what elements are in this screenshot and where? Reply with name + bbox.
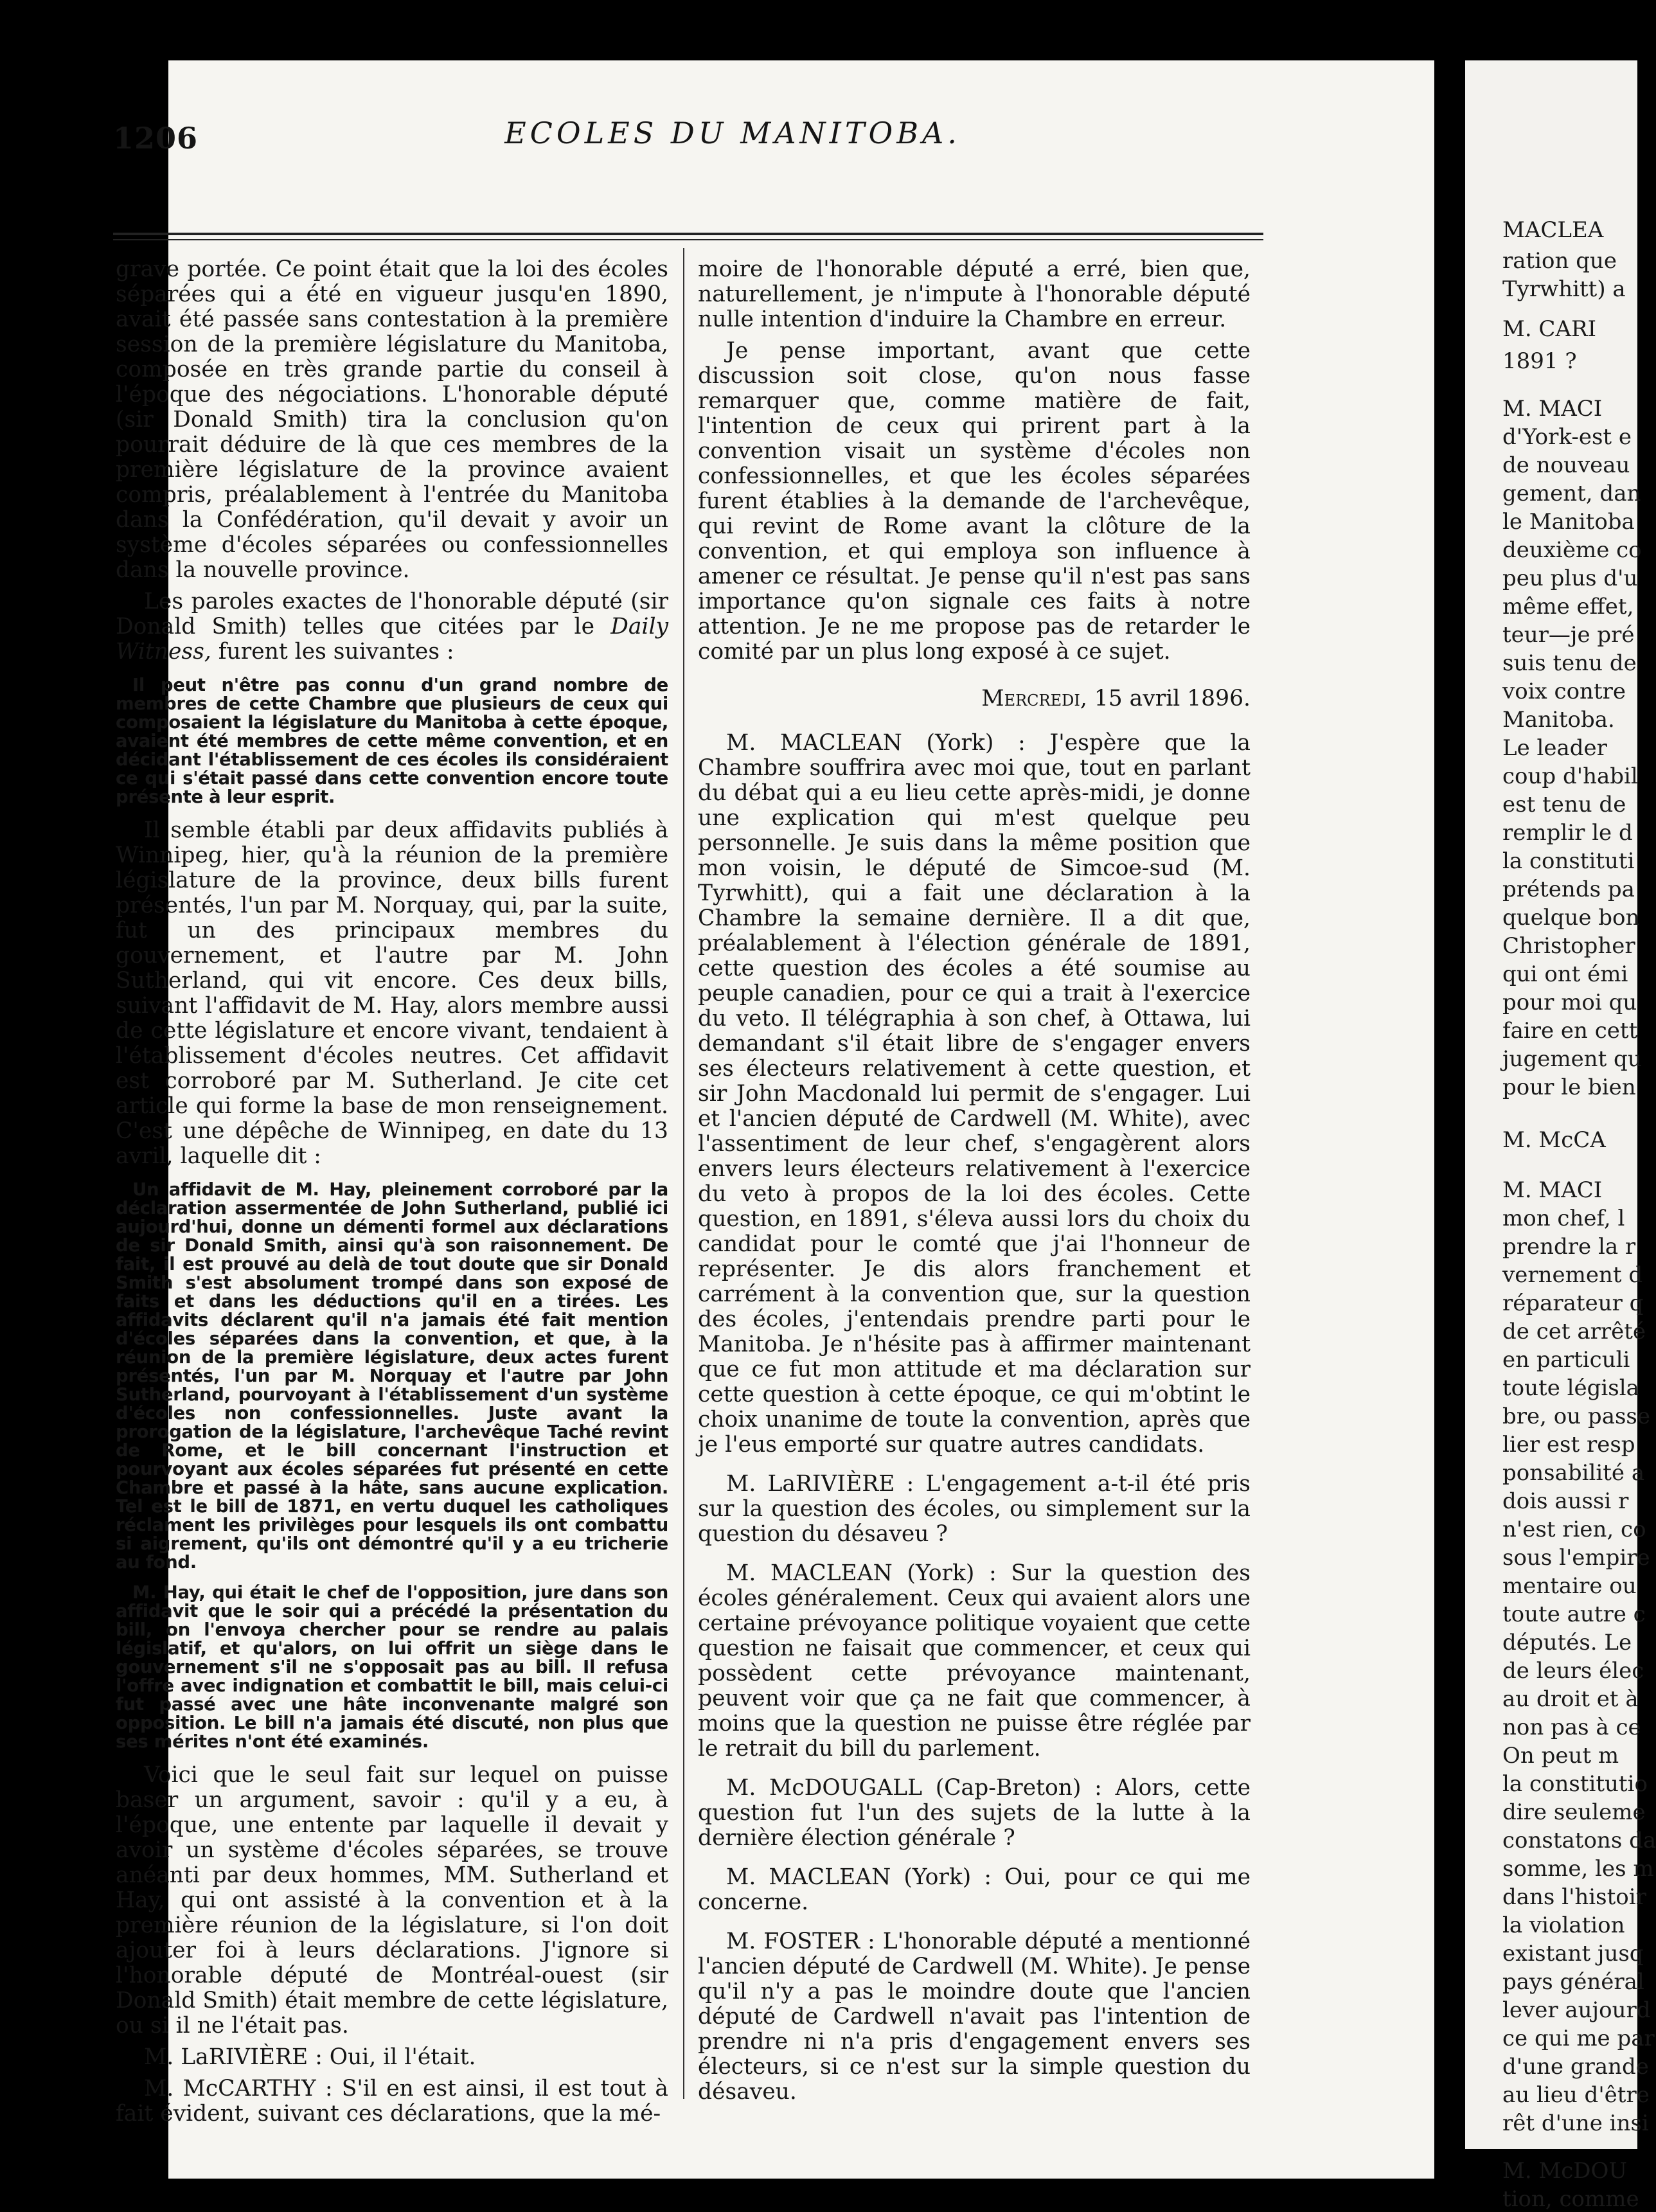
speaker-paragraph: M. FOSTER : L'honorable député a mentionné l'ancien député de Cardwell (M. White). Je pense qu'il n'y a pas le moindre doute que l'ancien député de Cardwell n'avait pas l'intention de prendre ni n'a pris d'engagement envers ses électeurs, si ce n'est sur la simple question du désaveu. — [698, 1929, 1251, 2105]
next-page-fragment: ration que — [1502, 248, 1617, 274]
next-page-fragment: faire en cett — [1502, 1018, 1638, 1044]
next-page-fragment: teur—je pré — [1502, 622, 1635, 648]
next-page-fragment: mon chef, l — [1502, 1206, 1625, 1231]
next-page-fragment: gement, dan — [1502, 481, 1641, 506]
running-title: ECOLES DU MANITOBA. — [504, 116, 961, 150]
speaker-name: M. MACLEAN (York) — [726, 1864, 972, 1890]
next-page-fragment: pour le bien — [1502, 1075, 1636, 1100]
next-page-fragment: jugement qu — [1502, 1046, 1642, 1072]
next-page-fragment: de nouveau — [1502, 452, 1630, 478]
speaker-paragraph: M. MACLEAN (York) : Sur la question des écoles généralement. Ceux qui avaient alors une certaine prévoyance politique voyaient que cette question ne faisait que commencer, et ceux qui possèdent cette prévoyance maintenant, peuvent voir que ça ne fait que commencer, à moins que la question ne puisse être réglée par le retrait du bill du parlement. — [698, 1560, 1251, 1762]
speaker-paragraph: M. MACLEAN (York) : Oui, pour ce qui me concerne. — [698, 1864, 1251, 1915]
speaker-paragraph: M. McCARTHY : S'il en est ainsi, il est tout à fait évident, suivant ces déclarations, que la mé- — [116, 2076, 668, 2127]
speaker-name: M. McCARTHY — [144, 2076, 316, 2101]
next-page-fragment: d'York-est e — [1502, 424, 1632, 450]
next-page-fragment: quelque bon — [1502, 905, 1640, 931]
header-rule-thin — [113, 239, 1263, 240]
next-page-fragment: 1891 ? — [1502, 348, 1577, 374]
next-page-fragment: Le leader — [1502, 735, 1607, 761]
paragraph: moire de l'honorable député a erré, bien que, naturellement, je n'impute à l'honorable député nulle intention d'induire la Chambre en erreur. — [698, 256, 1251, 332]
header-rule-thick — [113, 233, 1263, 235]
next-page-fragment: somme, les m — [1502, 1856, 1654, 1882]
next-page-fragment: rêt d'une insi — [1502, 2110, 1649, 2136]
next-page-fragment: au lieu d'être — [1502, 2082, 1650, 2108]
speaker-name: M. LaRIVIÈRE — [726, 1471, 895, 1497]
speaker-name: M. McDOUGALL (Cap-Breton) — [726, 1775, 1082, 1801]
next-page-fragment: lier est resp — [1502, 1432, 1635, 1458]
next-page-fragment: dans l'histoir — [1502, 1884, 1646, 1910]
speaker-name: M. MACLEAN (York) — [726, 1560, 975, 1586]
next-page-fragment: dire seuleme — [1502, 1799, 1646, 1825]
speaker-name: M. LaRIVIÈRE — [144, 2044, 308, 2070]
paragraph: Il semble établi par deux affidavits publiés à Winnipeg, hier, qu'à la réunion de la première législature de la province, deux bills furent présentés, l'un par M. Norquay, qui, par la suite, fut un des principaux membres du gouvernement, et l'autre par M. John Sutherland, qui vit encore. Ces deux bills, suivant l'affidavit de M. Hay, alors membre aussi de cette législature et encore vivant, tendaient à l'établissement d'écoles neutres. Cet affidavit est corroboré par M. Sutherland. Je cite cet article qui forme la base de mon renseignement. C'est une dépêche de Winnipeg, en date du 13 avril, laquelle dit : — [116, 817, 668, 1169]
next-page-fragment: députés. Le — [1502, 1630, 1632, 1655]
next-page-fragment: la violation — [1502, 1913, 1625, 1938]
next-page-fragment: coup d'habil — [1502, 763, 1638, 789]
next-page-fragment: prendre la r — [1502, 1234, 1636, 1260]
speaker-paragraph: M. LaRIVIÈRE : L'engagement a-t-il été pris sur la question des écoles, ou simplement sur la question du désaveu ? — [698, 1471, 1251, 1547]
next-page-fragment: de leurs élec — [1502, 1658, 1644, 1684]
next-page-fragment: prétends pa — [1502, 877, 1635, 902]
next-page-fragment: M. MACI — [1502, 396, 1603, 422]
paragraph: Je pense important, avant que cette discussion soit close, qu'on nous fasse remarquer que, comme matière de fait, l'intention de ceux qui prirent part à la convention visait un système d'écoles non confessionnelles, et que les écoles séparées furent établies à la demande de l'archevêque, qui revint de Rome avant la clôture de la convention, et qui employa son influence à amener ce résultat. Je pense qu'il n'est pas sans importance qu'on signale ces faits à notre attention. Je ne me propose pas de retarder le comité par un plus long exposé à ce sujet. — [698, 338, 1251, 664]
next-page-fragment: Manitoba. — [1502, 707, 1615, 733]
paragraph: Voici que le seul fait sur lequel on puisse baser un argument, savoir : qu'il y a eu, à l'époque, une entente par laquelle il devait y avoir un système d'écoles séparées, se trouve anéanti par deux hommes, MM. Sutherland et Hay, qui ont assisté à la convention et à la première réunion de la législature, si l'on doit ajouter foi à leurs déclarations. J'ignore si l'honorable député de Montréal-ouest (sir Donald Smith) était membre de cette législature, ou si il ne l'était pas. — [116, 1762, 668, 2038]
column-divider — [683, 248, 684, 2099]
paragraph: Les paroles exactes de l'honorable député (sir Donald Smith) telles que citées par le Daily Witness, furent les suivantes : — [116, 589, 668, 664]
next-page-fragment: peu plus d'u — [1502, 566, 1638, 591]
next-page-fragment: On peut m — [1502, 1743, 1619, 1769]
next-page-fragment: au droit et à — [1502, 1686, 1639, 1712]
next-page-fragment: ponsabilité a — [1502, 1460, 1645, 1486]
speaker-paragraph: M. MACLEAN (York) : J'espère que la Chambre souffrira avec moi que, tout en parlant du débat qui a eu lieu cette après-midi, je donne une explication qui m'est quelque peu personnelle. Je suis dans la même position que mon voisin, le député de Simcoe-sud (M. Tyrwhitt), qui a fait une déclaration à la Chambre la semaine dernière. Il a dit que, préalablement à l'élection générale de 1891, cette question des écoles a été soumise au peuple canadien, pour ce qui a trait à l'exercice du veto. Il télégraphia à son chef, à Ottawa, lui demandant s'il était libre de s'engager envers ses électeurs relativement à cette question, et sir John Macdonald lui permit de s'engager. Lui et l'ancien député de Cardwell (M. White), avec l'assentiment de leur chef, s'engagèrent alors envers leurs électeurs relativement à l'exercice du veto à propos de la loi des écoles. Cette question, en 1891, s'éleva aussi lors du choix du candidat pour le comté que j'ai l'honneur de représenter. Je dis alors franchement et carrément à la convention que, sur la question des écoles, j'entendais prendre parti pour le Manitoba. Je n'hésite pas à affirmer maintenant que ce fut mon attitude et ma déclaration sur cette question à cette époque, ce qui m'obtint le choix unanime de toute la convention, après que je l'eus emporté sur quatre autres candidats. — [698, 730, 1251, 1458]
next-page-fragment: toute législa — [1502, 1375, 1639, 1401]
next-page-fragment: qui ont émi — [1502, 961, 1628, 987]
next-page-fragment: M. MACI — [1502, 1177, 1603, 1203]
next-page-fragment: mentaire ou — [1502, 1573, 1637, 1599]
next-page-fragment: en particuli — [1502, 1347, 1630, 1373]
next-page-fragment: dois aussi r — [1502, 1488, 1629, 1514]
next-page-fragment: voix contre — [1502, 679, 1626, 704]
next-page-fragment: MACLEA — [1502, 217, 1604, 243]
next-page-fragment: la constituti — [1502, 848, 1635, 874]
next-page-fragment: non pas à ce — [1502, 1715, 1641, 1740]
next-page-fragment: existant jusq — [1502, 1941, 1644, 1967]
speaker-name: M. MACLEAN (York) — [726, 730, 994, 756]
next-page-fragment: Christopher — [1502, 933, 1635, 959]
dateline: Mercredi, 15 avril 1896. — [981, 686, 1251, 711]
next-page-fragment: Tyrwhitt) a — [1502, 276, 1626, 302]
speaker-paragraph: M. McDOUGALL (Cap-Breton) : Alors, cette question fut l'un des sujets de la lutte à la dernière élection générale ? — [698, 1775, 1251, 1851]
paragraph: grave portée. Ce point était que la loi des écoles séparées qui a été en vigueur jusqu'en 1890, avait été passée sans contestation à la première session de la première législature du Manitoba, composée en très grande partie du conseil à l'époque des négociations. L'honorable député (sir Donald Smith) tira la conclusion qu'on pourrait déduire de là que ces membres de la première législature de la province avaient compris, préalablement à l'entrée du Manitoba dans la Confédération, qu'il devait y avoir un système d'écoles séparées ou confessionnelles dans la nouvelle province. — [116, 256, 668, 583]
next-page-fragment: bre, ou passe — [1502, 1404, 1650, 1429]
left-column — [116, 256, 668, 2127]
page-number: 1206 — [113, 121, 199, 156]
next-page-fragment: est tenu de — [1502, 792, 1626, 817]
next-page-fragment: pays général — [1502, 1969, 1644, 1995]
next-page-fragment: réparateur q — [1502, 1290, 1644, 1316]
next-page-fragment: toute autre c — [1502, 1601, 1646, 1627]
next-page-fragment: M. CARI — [1502, 316, 1597, 342]
speaker-name: M. FOSTER — [726, 1929, 860, 1954]
next-page-fragment: même effet, — [1502, 594, 1634, 620]
next-page-fragment: d'une grande — [1502, 2054, 1649, 2080]
adjacent-page-strip — [1465, 60, 1656, 2212]
next-page-fragment: ce qui me par — [1502, 2026, 1655, 2051]
block-quote: Il peut n'être pas connu d'un grand nombre de membres de cette Chambre que plusieurs de ceux qui composaient la législature du Manitoba à cette époque, avaient été membres de cette même convention, et en décidant l'établissement de ces écoles ils considéraient ce qui s'était passé dans cette convention encore toute présente à leur esprit. — [116, 675, 668, 807]
next-page-fragment: le Manitoba — [1502, 509, 1635, 535]
next-page-fragment: tion, comme — [1502, 2186, 1639, 2212]
next-page-fragment: la constitutio — [1502, 1771, 1648, 1797]
block-quote: M. Hay, qui était le chef de l'opposition, jure dans son affidavit que le soir qui a précédé la présentation du bill, on l'envoya chercher pour se rendre au palais législatif, et qu'alors, on lui offrit un siège dans le gouvernement s'il ne s'opposait pas au bill. Il refusa l'offre avec indignation et combattit le bill, mais celui-ci fut passé avec une hâte inconvenante malgré son opposition. Le bill n'a jamais été discuté, non plus que ses mérites n'ont été examinés. — [116, 1582, 668, 1752]
next-page-fragment: M. McCA — [1502, 1127, 1606, 1153]
next-page-fragment: remplir le d — [1502, 820, 1633, 846]
next-page-fragment: n'est rien, co — [1502, 1517, 1646, 1542]
next-page-fragment: de cet arrêté — [1502, 1319, 1646, 1344]
next-page-fragment: lever aujourd — [1502, 1997, 1651, 2023]
right-column — [698, 256, 1251, 2105]
next-page-fragment: constatons da — [1502, 1828, 1656, 1853]
next-page-fragment: suis tenu de — [1502, 650, 1637, 676]
next-page-fragment: pour moi qu — [1502, 990, 1637, 1015]
next-page-fragment: sous l'empire — [1502, 1545, 1650, 1571]
speaker-paragraph: M. LaRIVIÈRE : Oui, il l'était. — [144, 2044, 476, 2070]
next-page-fragment: deuxième co — [1502, 537, 1642, 563]
next-page-fragment: vernement d — [1502, 1262, 1643, 1288]
next-page-fragment: M. McDOU — [1502, 2158, 1628, 2184]
block-quote: Un affidavit de M. Hay, pleinement corroboré par la déclaration assermentée de John Sutherland, publié ici aujourd'hui, donne un démenti formel aux déclarations de sir Donald Smith, ainsi qu'à son raisonnement. De fait, il est prouvé au delà de tout doute que sir Donald Smith s'est absolument trompé dans son exposé de faits et dans les déductions qu'il en a tirées. Les affidavits déclarent qu'il n'a jamais été fait mention d'écoles séparées dans la convention, et que, à la réunion de la première législature, deux actes furent présentés, l'un par M. Norquay et l'autre par John Sutherland, pourvoyant à l'établissement d'un système d'écoles non confessionnelles. Juste avant la prorogation de la législature, l'archevêque Taché revint de Rome, et le bill concernant l'instruction et pourvoyant aux écoles séparées fut présenté en cette Chambre et passé à la hâte, sans aucune explication. Tel est le bill de 1871, en vertu duquel les catholiques réclament les privilèges pour lesquels ils ont combattu si aigrement, qu'ils ont démontré qu'il y a eu tricherie au fond. — [116, 1179, 668, 1573]
